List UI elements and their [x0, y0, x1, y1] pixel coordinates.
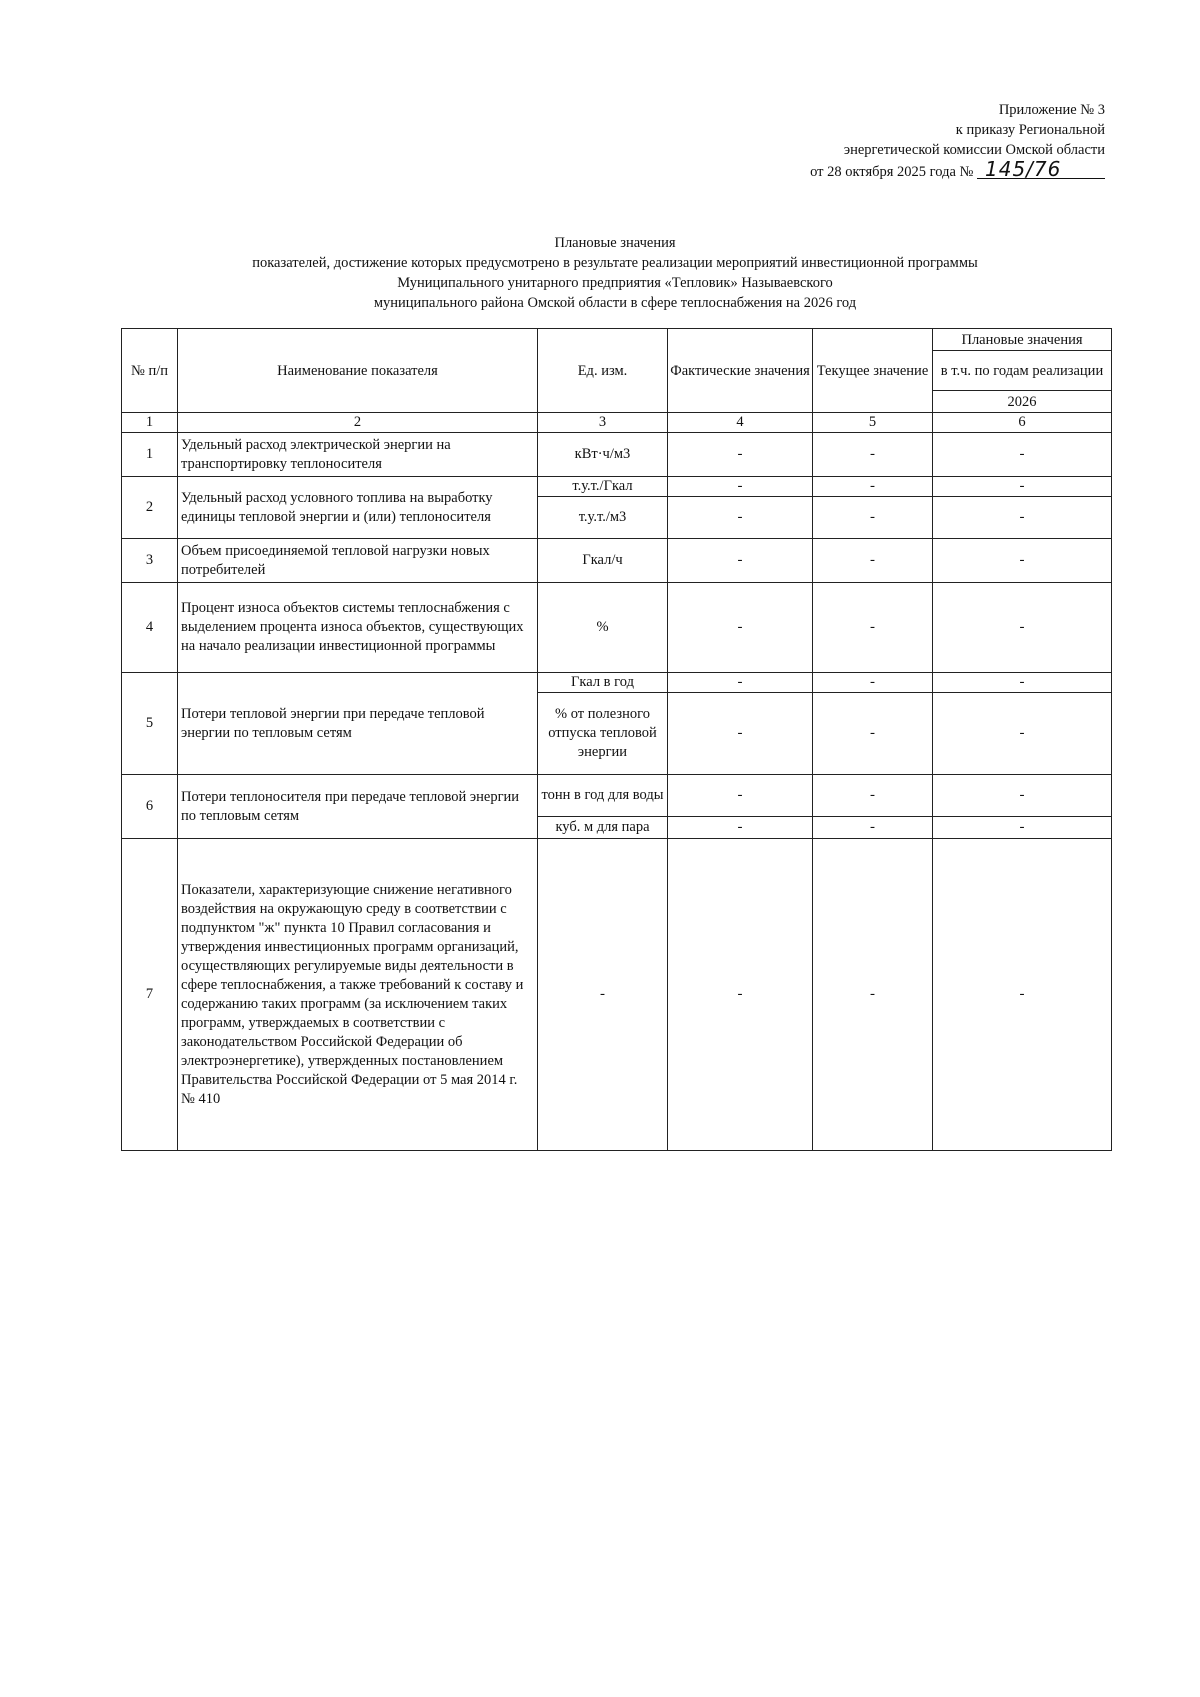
row-num: 1: [122, 433, 178, 477]
row-current: -: [813, 673, 933, 693]
row-name: Удельный расход условного топлива на выработку единицы тепловой энергии и (или) теплоносителя: [178, 477, 538, 539]
header-planned: Плановые значения: [933, 329, 1112, 351]
row-actual: -: [668, 775, 813, 817]
col-number: 1: [122, 413, 178, 433]
row-num: 5: [122, 673, 178, 775]
appendix-label: Приложение № 3: [998, 102, 1105, 118]
document-title: [120, 233, 1110, 313]
row-num: 3: [122, 539, 178, 583]
header-unit: Ед. изм.: [538, 329, 668, 413]
row-unit: Гкал/ч: [538, 539, 668, 583]
col-number: 6: [933, 413, 1112, 433]
row-actual: -: [668, 583, 813, 673]
row-actual: -: [668, 539, 813, 583]
row-actual: -: [668, 673, 813, 693]
row-name: Показатели, характеризующие снижение негативного воздействия на окружающую среду в соответствии с подпунктом "ж" пункта 10 Правил согласования и утверждения инвестиционных программ организаций, осуществляющих регулируемые виды деятельности в сфере теплоснабжения, а также требований к составу и содержанию таких программ (за исключением таких программ, утверждаемых в соответствии с законодательством Российской Федерации об электроэнергетике), утвержденных постановлением Правительства Российской Федерации от 5 мая 2014 г. № 410: [178, 839, 538, 1151]
row-name: Процент износа объектов системы теплоснабжения с выделением процента износа объектов, существующих на начало реализации инвестиционной программы: [178, 583, 538, 673]
header-num: № п/п: [122, 329, 178, 413]
col-number: 2: [178, 413, 538, 433]
row-planned: -: [933, 839, 1112, 1151]
row-num: 2: [122, 477, 178, 539]
row-unit: % от полезного отпуска тепловой энергии: [538, 693, 668, 775]
header-current: Текущее значение: [813, 329, 933, 413]
table-row: [122, 583, 1112, 673]
row-name: Объем присоединяемой тепловой нагрузки новых потребителей: [178, 539, 538, 583]
order-date-line: [810, 157, 1105, 182]
document-header: [810, 100, 1105, 182]
row-name: Удельный расход электрической энергии на транспортировку теплоносителя: [178, 433, 538, 477]
row-actual: -: [668, 817, 813, 839]
title-line-4: муниципального района Омской области в сфере теплоснабжения на 2026 год: [373, 295, 857, 311]
col-number: 5: [813, 413, 933, 433]
row-actual: -: [668, 433, 813, 477]
row-planned: -: [933, 477, 1112, 497]
row-planned: -: [933, 775, 1112, 817]
row-unit: т.у.т./Гкал: [538, 477, 668, 497]
order-date: от 28 октября 2025 года №: [810, 164, 974, 180]
table-row: [122, 539, 1112, 583]
header-by-years: в т.ч. по годам реализации: [933, 351, 1112, 391]
column-numbers-row: [122, 413, 1112, 433]
order-reference: к приказу Региональной: [955, 122, 1105, 138]
header-name: Наименование показателя: [178, 329, 538, 413]
table-row: [122, 775, 1112, 817]
row-planned: -: [933, 673, 1112, 693]
title-line-1: Плановые значения: [554, 235, 676, 251]
row-planned: -: [933, 817, 1112, 839]
row-planned: -: [933, 433, 1112, 477]
row-planned: -: [933, 497, 1112, 539]
row-current: -: [813, 817, 933, 839]
title-line-2: показателей, достижение которых предусмотрено в результате реализации мероприятий инвестиционной программы: [252, 255, 978, 271]
row-current: -: [813, 839, 933, 1151]
row-unit: т.у.т./м3: [538, 497, 668, 539]
row-unit: Гкал в год: [538, 673, 668, 693]
row-unit: -: [538, 839, 668, 1151]
row-actual: -: [668, 839, 813, 1151]
row-unit: кВт·ч/м3: [538, 433, 668, 477]
row-unit: куб. м для пара: [538, 817, 668, 839]
row-name: Потери тепловой энергии при передаче тепловой энергии по тепловым сетям: [178, 673, 538, 775]
row-current: -: [813, 693, 933, 775]
row-name: Потери теплоносителя при передаче тепловой энергии по тепловым сетям: [178, 775, 538, 839]
row-current: -: [813, 539, 933, 583]
row-unit: тонн в год для воды: [538, 775, 668, 817]
row-actual: -: [668, 497, 813, 539]
row-planned: -: [933, 583, 1112, 673]
row-actual: -: [668, 477, 813, 497]
row-num: 4: [122, 583, 178, 673]
row-current: -: [813, 775, 933, 817]
title-line-3: Муниципального унитарного предприятия «Тепловик» Называевского: [397, 275, 833, 291]
table-row: [122, 839, 1112, 1151]
row-actual: -: [668, 693, 813, 775]
header-actual: Фактические значения: [668, 329, 813, 413]
row-num: 6: [122, 775, 178, 839]
row-current: -: [813, 497, 933, 539]
handwritten-order-number: 145/76: [977, 160, 1105, 179]
header-row: [122, 329, 1112, 351]
row-current: -: [813, 433, 933, 477]
table-row: [122, 673, 1112, 693]
row-current: -: [813, 583, 933, 673]
row-planned: -: [933, 539, 1112, 583]
table-row: [122, 477, 1112, 497]
row-num: 7: [122, 839, 178, 1151]
col-number: 4: [668, 413, 813, 433]
header-year: 2026: [933, 391, 1112, 413]
indicators-table: [121, 328, 1112, 1151]
table-row: [122, 433, 1112, 477]
row-current: -: [813, 477, 933, 497]
col-number: 3: [538, 413, 668, 433]
row-planned: -: [933, 693, 1112, 775]
row-unit: %: [538, 583, 668, 673]
commission-name: энергетической комиссии Омской области: [843, 142, 1105, 158]
